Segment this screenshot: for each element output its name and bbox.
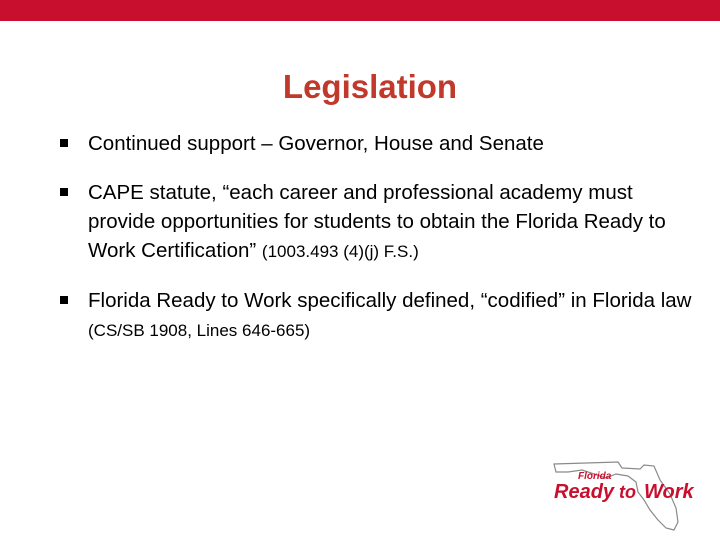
statute-reference: (1003.493 (4)(j) F.S.) (261, 242, 419, 261)
logo-ready-text: Ready (554, 481, 615, 503)
slide-title: Legislation (282, 68, 458, 105)
bullet-text: Continued support – Governor, House and Senate (88, 132, 544, 155)
bullet-item (60, 178, 700, 266)
logo-to-text: to (619, 482, 636, 502)
ready-to-work-logo (548, 442, 713, 534)
logo-florida-text: Florida (578, 471, 612, 482)
bullet-text: CAPE statute, “each career and professional academy must provide opportunities for students to obtain the Florida Ready to Work Certification” (88, 181, 666, 262)
florida-outline-icon (548, 442, 713, 534)
top-accent-bar (0, 0, 720, 21)
logo-work-text: Work (644, 481, 694, 503)
bullet-square-icon (60, 188, 68, 196)
bill-reference: (CS/SB 1908, Lines 646-665) (88, 321, 311, 340)
bullet-item (60, 286, 700, 345)
bullet-square-icon (60, 139, 68, 147)
bullet-text: Florida Ready to Work specifically defined, “codified” in Florida law (88, 289, 692, 312)
bullet-list (60, 129, 700, 365)
bullet-square-icon (60, 296, 68, 304)
bullet-item (60, 129, 700, 158)
